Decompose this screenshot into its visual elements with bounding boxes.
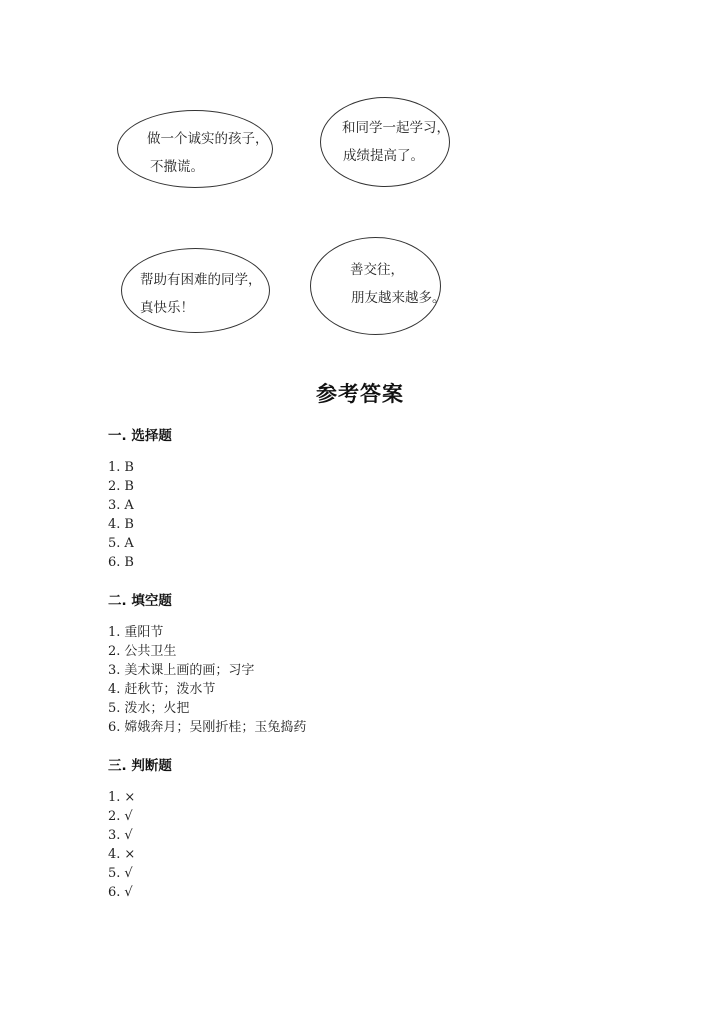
bubble-help-line2: 真快乐！: [140, 300, 194, 316]
answer-item: 2. √: [108, 809, 133, 824]
answer-item: 1. ×: [108, 790, 136, 805]
bubble-friends-line1: 善交往，: [350, 262, 404, 278]
answer-item: 1. B: [108, 460, 134, 475]
answer-item: 4. ×: [108, 847, 136, 862]
answer-list-fill: [108, 623, 306, 737]
answer-item: 5. A: [108, 536, 134, 551]
answer-item: 1. 重阳节: [108, 625, 164, 640]
answer-item: 5. 泼水；火把: [108, 701, 190, 716]
answer-item: 3. A: [108, 498, 134, 513]
answer-item: 5. √: [108, 866, 133, 881]
bubble-friends: [310, 237, 441, 335]
section-heading-fill: 二. 填空题: [108, 593, 172, 609]
answer-list-judge: [108, 788, 135, 902]
bubble-help: [121, 248, 270, 333]
answer-item: 6. B: [108, 555, 134, 570]
bubble-honest-line2: 不撒谎。: [150, 159, 204, 175]
section-heading-choice: 一. 选择题: [108, 428, 172, 444]
answer-item: 4. 赶秋节；泼水节: [108, 682, 216, 697]
bubble-help-line1: 帮助有困难的同学，: [140, 272, 262, 288]
bubble-honest-line1: 做一个诚实的孩子，: [147, 131, 269, 147]
answer-list-choice: [108, 458, 134, 572]
bubble-study: [320, 97, 450, 187]
answer-item: 2. 公共卫生: [108, 644, 177, 659]
answer-item: 6. 嫦娥奔月；吴刚折桂；玉兔捣药: [108, 720, 307, 735]
answer-item: 4. B: [108, 517, 134, 532]
section-heading-judge: 三. 判断题: [108, 758, 172, 774]
answer-item: 2. B: [108, 479, 134, 494]
bubble-friends-line2: 朋友越来越多。: [351, 290, 446, 306]
answer-item: 3. 美术课上画的画；习字: [108, 663, 255, 678]
bubble-study-line1: 和同学一起学习，: [342, 120, 450, 136]
answer-item: 3. √: [108, 828, 133, 843]
answer-key-title: 参考答案: [316, 382, 404, 406]
bubble-honest: [117, 110, 273, 188]
bubble-study-line2: 成绩提高了。: [343, 148, 424, 164]
answer-item: 6. √: [108, 885, 133, 900]
